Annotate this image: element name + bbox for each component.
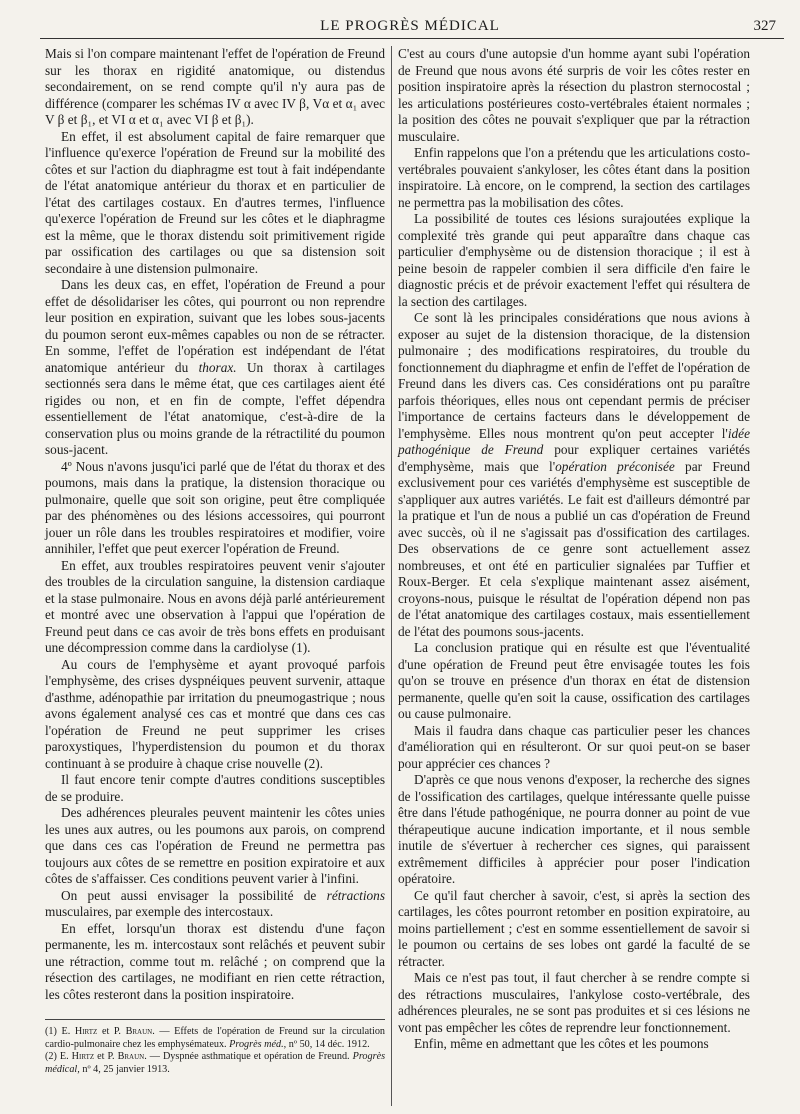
paragraph: Mais ce n'est pas tout, il faut chercher à se rendre compte si des rétractions musculaires, l'ankylose costo-vertébrale, des adhérences pleurales, ne se sont pas produites et si ces lésions ne vont pas empêcher les côtes de reprendre leur fonctionnement. bbox=[398, 970, 750, 1035]
paragraph: Mais il faudra dans chaque cas particulier peser les chances d'amélioration qui en résulteront. Or sur quoi peut-on se baser pour apprécier ces chances ? bbox=[398, 722, 750, 771]
page-number: 327 bbox=[753, 18, 776, 34]
journal-title: LE PROGRÈS MÉDICAL bbox=[320, 18, 500, 34]
paragraph: Ce qu'il faut chercher à savoir, c'est, si après la section des cartilages, les côtes pourront retomber en position expiratoire, au moins partiellement ; c'est en somme essentiellement de savoir si le poumon ou certains de ses lobes ont gardé la faculté de se rétracter. bbox=[398, 887, 750, 969]
column-divider bbox=[391, 46, 392, 1106]
footnote-rule bbox=[45, 1019, 385, 1020]
paragraph: Enfin, même en admettant que les côtes et les poumons bbox=[414, 1036, 709, 1051]
paragraph: On peut aussi envisager la possibilité de rétractions musculaires, par exemple des intercostaux. bbox=[45, 887, 385, 919]
header-rule bbox=[40, 38, 784, 39]
footnote-1: (1) E. Hirtz et P. Braun. — Effets de l'opération de Freund sur la circulation cardio-pulmonaire chez les emphysémateux. Progrès méd., nº 50, 14 déc. 1912. bbox=[45, 1026, 386, 1050]
paragraph: Des adhérences pleurales peuvent maintenir les côtes unies les unes aux autres, ou les poumons aux parois, on comprend que dans ces cas l'opération de Freund ne permettra pas toujours aux côtes de se remettre en position expiratoire et aux côtes de s'affaisser. Ces conditions peuvent varier à l'infini. bbox=[45, 805, 385, 886]
left-column bbox=[45, 46, 385, 1076]
right-column bbox=[398, 46, 750, 1053]
italic-text: idée pathogénique de Freund bbox=[398, 425, 750, 457]
paragraph: Ce sont là les principales considérations que nous avions à exposer au sujet de la distension thoracique, de la distension pulmonaire ; des modifications respiratoires, du trouble du fonctionnement du diaphragme et enfin de l'effet de l'opération de Freund dans les divers cas. Ces considérations ont pu paraître parfois théoriques, elles nous ont cependant permis de préciser l'importance de certains facteurs dans le développement de l'emphysème. Elles nous montrent qu'on peut accepter l'idée pathogénique de Freund pour expliquer certaines variétés d'emphysème, mais que l'opération préconisée par Freund exclusivement pour ces variétés d'emphysème est susceptible de s'appliquer aux autres variétés. Le fait est d'ailleurs démontré par la pratique et l'un de nous a publié un cas d'opération de Freund avec succès, où il ne s'agissait pas d'ossification des cartilages. Des observations de ce genre sont actuellement assez nombreuses, et ont été en particulier signalées par Tuffier et Roux-Berger. Et cela s'explique maintenant assez aisément, croyons-nous, puisque le résultat de l'opération dépend non pas de l'état anatomique des cartilages costaux, mais essentiellement de l'état des poumons sous-jacents. bbox=[398, 310, 750, 639]
paragraph: En effet, il est absolument capital de faire remarquer que l'influence qu'exerce l'opération de Freund sur la mobilité des côtes et sur l'action du diaphragme est tout à fait indépendante de l'état anatomique antérieur du thorax et en particulier de l'état des cartilages costaux. En d'autres termes, l'influence qu'exerce l'opération de Freund sur les côtes et le diaphragme est la même, que le thorax distendu soit primitivement rigide par ossification des cartilages ou que sa distension soit secondaire à une distension pulmonaire. bbox=[45, 128, 385, 276]
paragraph: Dans les deux cas, en effet, l'opération de Freund a pour effet de désolidariser les côtes, qui pourront ou non reprendre leur position en expiration, suivant que les lobes sous-jacents du poumon seront eux-mêmes capables ou non de se rétracter. En somme, l'effet de l'opération est indépendant de l'état anatomique antérieur du thorax. Un thorax à cartilages sectionnés sera dans le même état, que ces cartilages aient été rigides ou non, et en fin de compte, l'effet dépendra essentiellement de l'état anatomique, c'est-à-dire de la conservation plus ou moins grande de la rétractilité du poumon sous-jacent. bbox=[45, 277, 385, 457]
paragraph: En effet, aux troubles respiratoires peuvent venir s'ajouter des troubles de la circulation sanguine, la distension cardiaque et la stase pulmonaire. Nous en avons déjà parlé antérieurement et montré avec une observation à l'appui que l'opération de Freund peut dans ce cas avoir de très bons effets en produisant une décompression comme dans la cardiolyse (1). bbox=[45, 557, 385, 655]
italic-text: rétractions bbox=[326, 887, 385, 903]
footnote-2: (2) E. Hirtz et P. Braun. — Dyspnée asthmatique et opération de Freund. Progrès médical, nº 4, 25 janvier 1913. bbox=[45, 1051, 386, 1075]
paragraph: La conclusion pratique qui en résulte est que l'éventualité d'une opération de Freund peut être envisagée toutes les fois qu'on se trouve en présence d'un thorax en état de distension permanente, quelle qu'en soit la cause, ossification des cartilages ou cause pulmonaire. bbox=[398, 640, 750, 721]
paragraph: La possibilité de toutes ces lésions surajoutées explique la complexité très grande qui peut apparaître dans chaque cas particulier d'emphysème ou de distension thoracique ; il est à peine besoin de rappeler combien il sera difficile d'en faire le diagnostic précis et de prévoir exactement l'effet qui résultera de la section des cartilages. bbox=[398, 211, 750, 309]
paragraph: Enfin rappelons que l'on a prétendu que les articulations costo-vertébrales pouvaient s'ankyloser, les côtes étant dans la position inspiratoire. Là encore, on le comprend, la section des cartilages ne permettra pas la mobilisation des côtes. bbox=[398, 145, 750, 210]
paragraph: 4º Nous n'avons jusqu'ici parlé que de l'état du thorax et des poumons, mais dans la pratique, la distension thoracique ou pulmonaire, quelle que soit son origine, peut être compliquée par des phénomènes ou des lésions accessoires, qui pourront jouer un rôle dans les troubles respiratoires et modifier, voire annihiler, l'effet que peut exercer l'opération de Freund. bbox=[45, 458, 385, 556]
paragraph: Il faut encore tenir compte d'autres conditions susceptibles de se produire. bbox=[45, 772, 385, 804]
paragraph: Mais si l'on compare maintenant l'effet de l'opération de Freund sur les thorax en rigidité anatomique, ou distendus secondairement, on se rend compte qu'il n'y aura pas de différence (comparer les schémas IV α avec IV β, Vα et α₁ avec V β et β₁, et VI α et α₁ avec VI β et β₁). bbox=[45, 46, 385, 127]
paragraph: En effet, lorsqu'un thorax est distendu d'une façon permanente, les m. intercostaux sont relâchés et peuvent subir une rétraction, comme tout m. relâché ; on comprend que la résection des cartilages, ne modifiant en rien cette rétraction, les côtes resteront dans la position inspiratoire. bbox=[45, 920, 385, 1002]
italic-text: thorax. bbox=[198, 359, 237, 375]
running-header bbox=[40, 16, 780, 38]
paragraph: C'est au cours d'une autopsie d'un homme ayant subi l'opération de Freund que nous avons été surpris de voir les côtes rester en position inspiratoire après la résection du plastron sternocostal ; les articulations postérieures costo-vertébrales étaient normales ; la position des côtes ne pouvait s'expliquer que par la rétraction musculaire. bbox=[398, 46, 750, 144]
paragraph: Au cours de l'emphysème et ayant provoqué parfois l'emphysème, des crises dyspnéiques peuvent survenir, attaque d'asthme, adénopathie par irritation du pneumogastrique ; nous avons également analysé ces cas et montré que dans ces cas l'opération de Freund ne peut supprimer les crises paroxystiques, l'hyperdistension du poumon et du thorax continuant à se produire à chaque crise nouvelle (2). bbox=[45, 656, 385, 771]
italic-text: opération préconisée bbox=[555, 458, 675, 474]
paragraph: D'après ce que nous venons d'exposer, la recherche des signes de l'ossification des cartilages, quelque intéressante quelle puisse être dans l'étude pathogénique, ne pourra donner au point de vue thérapeutique aucune indication importante, et il nous semble inutile de s'évertuer à rechercher ces signes, qui paraissent extrêmement difficiles à apprécier pour poser l'indication opératoire. bbox=[398, 772, 750, 886]
